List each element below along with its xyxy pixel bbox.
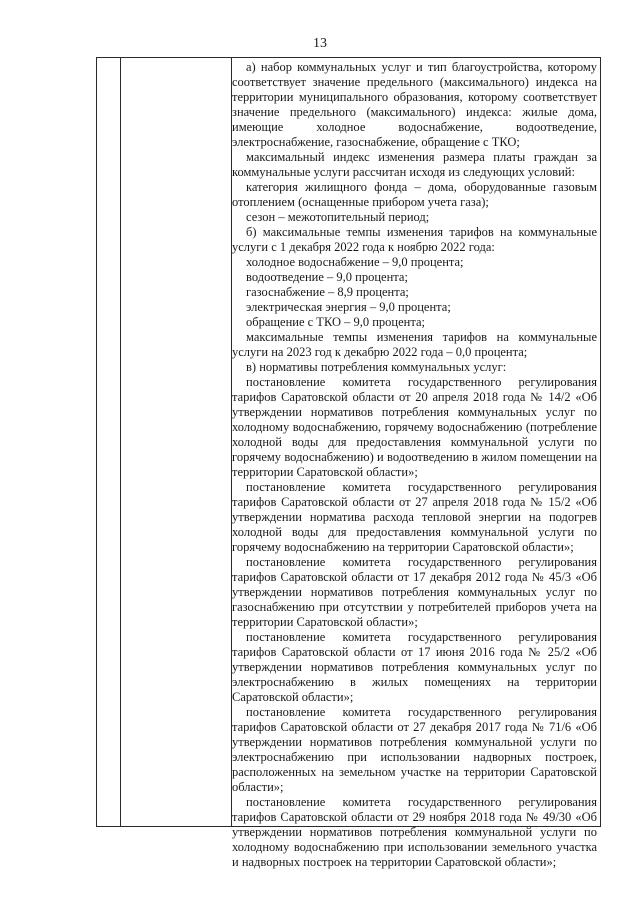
paragraph: категория жилищного фонда – дома, оборудованные газовым отоплением (оснащенные прибором учета газа); <box>232 180 597 209</box>
paragraph: постановление комитета государственного регулирования тарифов Саратовской области от 17 декабря 2012 года № 45/3 «Об утверждении нормативов потребления коммунальных услуг по газоснабжению при отсутствии у потребителей приборов учета на территории Саратовской области»; <box>232 555 597 629</box>
paragraph: максимальный индекс изменения размера платы граждан за коммунальные услуги рассчитан исходя из следующих условий: <box>232 150 597 179</box>
paragraph: сезон – межотопительный период; <box>246 210 430 224</box>
paragraph: а) набор коммунальных услуг и тип благоустройства, которому соответствует значение предельного (максимального) индекса на территории муниципального образования, которому соответствует значение предельного (максимального) индекса: жилые дома, имеющие холодное водоснабжение, водоотведение, электроснабжение, газоснабжение, обращение с ТКО; <box>232 60 597 149</box>
paragraph: водоотведение – 9,0 процента; <box>246 270 408 284</box>
paragraph: постановление комитета государственного регулирования тарифов Саратовской области от 17 июня 2016 года № 25/2 «Об утверждении нормативов потребления коммунальных услуг по электроснабжению в жилых помещениях на территории Саратовской области»; <box>232 630 597 704</box>
table-text-cell <box>232 60 597 870</box>
paragraph: холодное водоснабжение – 9,0 процента; <box>246 255 464 269</box>
paragraph: постановление комитета государственного регулирования тарифов Саратовской области от 20 апреля 2018 года № 14/2 «Об утверждении нормативов потребления коммунальных услуг по холодному водоснабжению, горячему водоснабжению (потребление холодной воды для предоставления коммунальной услуги по горячему водоснабжению) и водоотведению в жилом помещении на территории Саратовской области»; <box>232 375 597 479</box>
paragraph: в) нормативы потребления коммунальных услуг: <box>246 360 507 374</box>
paragraph: максимальные темпы изменения тарифов на коммунальные услуги на 2023 год к декабрю 2022 года – 0,0 процента; <box>232 330 597 359</box>
paragraph: постановление комитета государственного регулирования тарифов Саратовской области от 27 декабря 2017 года № 71/6 «Об утверждении нормативов потребления коммунальной услуги по электроснабжению при использовании надворных построек, расположенных на земельном участке на территории Саратовской области»; <box>232 705 597 794</box>
paragraph: б) максимальные темпы изменения тарифов на коммунальные услуги с 1 декабря 2022 года к ноябрю 2022 года: <box>232 225 597 254</box>
paragraph: обращение с ТКО – 9,0 процента; <box>246 315 425 329</box>
paragraph: электрическая энергия – 9,0 процента; <box>246 300 451 314</box>
table-column-divider <box>120 58 121 826</box>
paragraph: постановление комитета государственного регулирования тарифов Саратовской области от 27 апреля 2018 года № 15/2 «Об утверждении норматива расхода тепловой энергии на подогрев холодной воды для предоставления коммунальной услуги по горячему водоснабжению на территории Саратовской области»; <box>232 480 597 554</box>
page-number: 13 <box>313 36 327 51</box>
paragraph: постановление комитета государственного регулирования тарифов Саратовской области от 29 ноября 2018 года № 49/30 «Об утверждении нормативов потребления коммунальной услуги по холодному водоснабжению при использовании земельного участка и надворных построек на территории Саратовской области»; <box>232 795 597 869</box>
paragraph: газоснабжение – 8,9 процента; <box>246 285 409 299</box>
